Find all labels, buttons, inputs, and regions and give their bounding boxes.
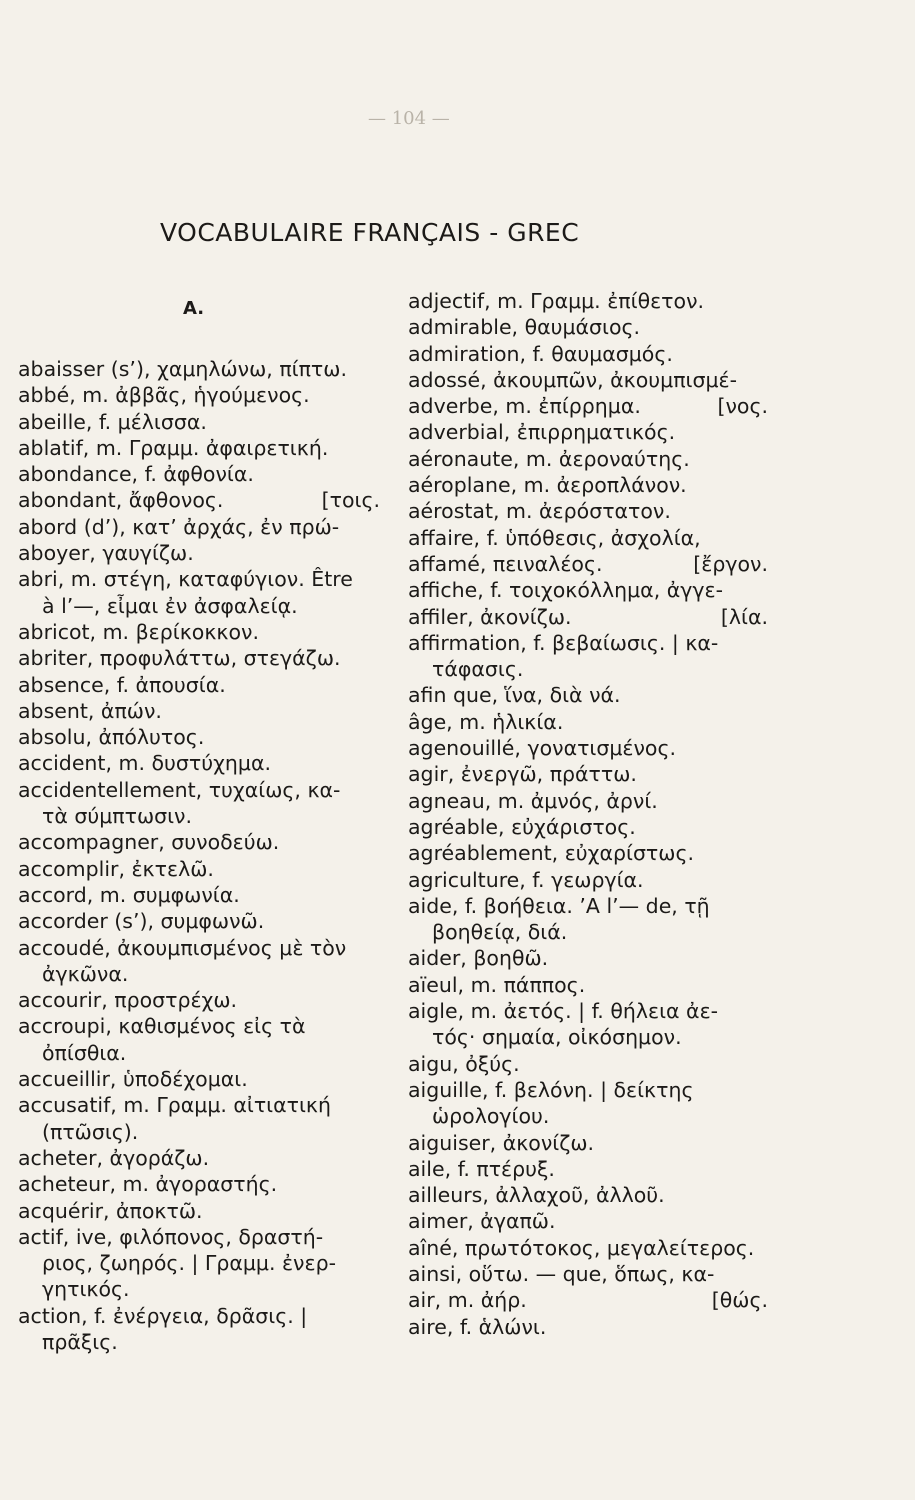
entry-text: πρᾶξις. xyxy=(42,1329,118,1354)
entry-line xyxy=(18,829,380,855)
entry-text: air, m. ἀήρ. xyxy=(408,1288,527,1313)
entry-line xyxy=(408,341,768,367)
entry-line xyxy=(18,724,380,750)
page-title: VOCABULAIRE FRANÇAIS - GREC xyxy=(160,218,580,247)
entry-line xyxy=(18,1276,380,1302)
entry-line xyxy=(18,1092,380,1118)
entry-line xyxy=(408,1024,768,1050)
entry-text: acheter, ἀγοράζω. xyxy=(18,1145,210,1170)
entry-line xyxy=(408,1261,768,1287)
entry-text: abricot, m. βερίκοκκον. xyxy=(18,619,259,644)
entry-text: adjectif, m. Γραμμ. ἐπίθετον. xyxy=(408,289,705,313)
entry-text: absent, ἀπών. xyxy=(18,698,162,723)
entry-text: aigle, m. ἀετός. | f. θήλεια ἀε- xyxy=(408,999,719,1024)
entry-line xyxy=(408,393,768,419)
entry-text: τός· σημαία, οἰκόσημον. xyxy=(432,1025,682,1050)
entry-text: ριος, ζωηρός. | Γραμμ. ἐνερ- xyxy=(42,1251,336,1276)
entry-text: affamé, πειναλέος. xyxy=(408,551,603,576)
entry-text: accidentellement, τυχαίως, κα- xyxy=(18,777,341,802)
entry-line xyxy=(18,1013,380,1039)
entry-text: âge, m. ἡλικία. xyxy=(408,709,564,734)
entry-text: γητικός. xyxy=(42,1277,130,1302)
entry-text: aéronaute, m. ἀεροναύτης. xyxy=(408,446,690,471)
entry-text: action, f. ἐνέργεια, δρᾶσις. | xyxy=(18,1303,308,1328)
entry-line xyxy=(408,709,768,735)
entry-continuation: [νος. xyxy=(717,394,768,419)
entry-line xyxy=(18,1119,380,1145)
entry-text: accord, m. συμφωνία. xyxy=(18,882,240,907)
entry-line xyxy=(18,1198,380,1224)
right-column xyxy=(408,288,768,1340)
entry-text: aile, f. πτέρυξ. xyxy=(408,1156,555,1181)
left-column xyxy=(18,356,380,1355)
entry-line xyxy=(18,908,380,934)
entry-line xyxy=(408,761,768,787)
entry-text: agenouillé, γονατισμένος. xyxy=(408,736,677,761)
entry-text: aider, βοηθῶ. xyxy=(408,946,549,971)
entry-line xyxy=(408,998,768,1024)
entry-text: abriter, προφυλάττω, στεγάζω. xyxy=(18,646,341,671)
entry-text: ἀγκῶνα. xyxy=(42,961,129,986)
entry-text: adverbial, ἐπιρρηματικός. xyxy=(408,420,676,445)
entry-line xyxy=(408,1314,768,1340)
entry-line xyxy=(18,1171,380,1197)
entry-text: affaire, f. ὑπόθεσις, ἀσχολία, xyxy=(408,525,701,550)
entry-line xyxy=(408,814,768,840)
entry-line xyxy=(408,288,768,314)
entry-line xyxy=(408,919,768,945)
entry-line xyxy=(18,777,380,803)
entry-text: agneau, m. ἀμνός, ἀρνί. xyxy=(408,788,658,813)
entry-continuation: [θώς. xyxy=(711,1288,768,1313)
entry-line xyxy=(18,566,380,592)
entry-line xyxy=(18,356,380,382)
entry-line xyxy=(18,672,380,698)
entry-text: βοηθείᾳ, διά. xyxy=(432,920,568,945)
entry-text: acquérir, ἀποκτῶ. xyxy=(18,1198,203,1223)
entry-text: accoudé, ἀκουμπισμένος μὲ τὸν xyxy=(18,935,347,960)
entry-line xyxy=(408,1103,768,1129)
entry-text: aigu, ὀξύς. xyxy=(408,1051,520,1076)
entry-line xyxy=(18,540,380,566)
entry-line xyxy=(18,1145,380,1171)
entry-text: abbé, m. ἀββᾶς, ἡγούμενος. xyxy=(18,383,310,408)
entry-line xyxy=(408,788,768,814)
entry-text: ὡρολογίου. xyxy=(432,1104,550,1129)
entry-line xyxy=(18,856,380,882)
entry-line xyxy=(408,682,768,708)
entry-text: aire, f. ἁλώνι. xyxy=(408,1314,547,1339)
entry-line xyxy=(18,487,380,513)
entry-line xyxy=(408,1130,768,1156)
entry-line xyxy=(18,750,380,776)
entry-line xyxy=(18,645,380,671)
entry-text: affiler, ἀκονίζω. xyxy=(408,604,572,629)
entry-line xyxy=(408,472,768,498)
entry-line xyxy=(408,972,768,998)
entry-text: accorder (s’), συμφωνῶ. xyxy=(18,909,265,934)
entry-text: ailleurs, ἀλλαχοῦ, ἀλλοῦ. xyxy=(408,1183,665,1208)
entry-text: à l’—, εἶμαι ἐν ἀσφαλείᾳ. xyxy=(42,593,298,618)
entry-text: agréable, εὐχάριστος. xyxy=(408,814,636,839)
entry-text: aimer, ἀγαπῶ. xyxy=(408,1209,556,1234)
entry-text: agir, ἐνεργῶ, πράττω. xyxy=(408,762,637,787)
entry-text: aîné, πρωτότοκος, μεγαλείτερος. xyxy=(408,1235,755,1260)
entry-text: abeille, f. μέλισσα. xyxy=(18,409,207,434)
entry-text: abondance, f. ἀφθονία. xyxy=(18,462,254,487)
section-letter: A. xyxy=(183,298,205,319)
entry-text: aïeul, m. πάππος. xyxy=(408,972,586,997)
entry-line xyxy=(408,1235,768,1261)
entry-text: aboyer, γαυγίζω. xyxy=(18,541,194,566)
entry-line xyxy=(408,1287,768,1313)
entry-text: τὰ σύμπτωσιν. xyxy=(42,804,193,829)
entry-text: accident, m. δυστύχημα. xyxy=(18,751,271,776)
entry-line xyxy=(408,945,768,971)
entry-line xyxy=(408,840,768,866)
entry-text: accompagner, συνοδεύω. xyxy=(18,830,280,855)
entry-text: τάφασις. xyxy=(432,657,524,682)
entry-line xyxy=(408,1208,768,1234)
entry-line xyxy=(408,656,768,682)
entry-line xyxy=(18,593,380,619)
entry-text: adverbe, m. ἐπίρρημα. xyxy=(408,394,641,419)
entry-text: aiguille, f. βελόνη. | δείκτης xyxy=(408,1077,694,1102)
entry-text: aiguiser, ἀκονίζω. xyxy=(408,1130,595,1155)
entry-line xyxy=(18,803,380,829)
entry-text: admiration, f. θαυμασμός. xyxy=(408,341,673,366)
entry-text: adossé, ἀκουμπῶν, ἀκουμπισμέ- xyxy=(408,367,737,392)
entry-line xyxy=(408,1156,768,1182)
entry-line xyxy=(408,630,768,656)
entry-line xyxy=(18,409,380,435)
entry-line xyxy=(408,1182,768,1208)
entry-text: abaisser (s’), χαμηλώνω, πίπτω. xyxy=(18,357,347,381)
entry-line xyxy=(408,498,768,524)
entry-line xyxy=(408,1051,768,1077)
entry-text: aéroplane, m. ἀεροπλάνον. xyxy=(408,473,687,498)
entry-text: afin que, ἵνα, διὰ νά. xyxy=(408,683,621,708)
entry-continuation: [τοις. xyxy=(321,488,380,513)
entry-line xyxy=(18,619,380,645)
entry-line xyxy=(408,735,768,761)
entry-text: ainsi, οὕτω. — que, ὅπως, κα- xyxy=(408,1261,715,1286)
entry-text: abondant, ἄφθονος. xyxy=(18,488,224,513)
entry-text: accueillir, ὑποδέχομαι. xyxy=(18,1067,248,1092)
entry-line xyxy=(18,882,380,908)
entry-line xyxy=(18,435,380,461)
entry-line xyxy=(18,1303,380,1329)
entry-line xyxy=(18,382,380,408)
entry-text: (πτῶσις). xyxy=(42,1119,139,1144)
entry-text: accusatif, m. Γραμμ. αἰτιατική xyxy=(18,1093,331,1118)
entry-line xyxy=(408,419,768,445)
entry-text: ὀπίσθια. xyxy=(42,1040,127,1065)
entry-line xyxy=(18,987,380,1013)
entry-line xyxy=(408,893,768,919)
entry-line xyxy=(408,577,768,603)
entry-text: ablatif, m. Γραμμ. ἀφαιρετική. xyxy=(18,435,329,460)
entry-text: admirable, θαυμάσιος. xyxy=(408,315,641,340)
entry-line xyxy=(18,1329,380,1355)
entry-continuation: [ἔργον. xyxy=(693,551,768,576)
entry-text: agriculture, f. γεωργία. xyxy=(408,867,644,892)
entry-line xyxy=(408,525,768,551)
entry-text: abri, m. στέγη, καταφύγιον. Être xyxy=(18,567,353,592)
entry-line xyxy=(408,551,768,577)
entry-line xyxy=(408,867,768,893)
entry-continuation: [λία. xyxy=(720,604,768,629)
entry-line xyxy=(18,1250,380,1276)
entry-text: accourir, προστρέχω. xyxy=(18,988,238,1013)
entry-text: accroupi, καθισμένος εἰς τὰ xyxy=(18,1014,306,1039)
entry-line xyxy=(408,1077,768,1103)
entry-line xyxy=(18,961,380,987)
entry-line xyxy=(408,604,768,630)
entry-text: actif, ive, φιλόπονος, δραστή- xyxy=(18,1224,324,1249)
entry-text: aide, f. βοήθεια. ’A l’— de, τῇ xyxy=(408,893,710,918)
entry-text: abord (d’), κατ’ ἀρχάς, ἐν πρώ- xyxy=(18,514,340,539)
entry-line xyxy=(408,367,768,393)
entry-text: affiche, f. τοιχοκόλλημα, ἀγγε- xyxy=(408,578,723,603)
entry-line xyxy=(18,461,380,487)
page-number: — 104 — xyxy=(368,108,450,129)
entry-line xyxy=(18,1040,380,1066)
entry-text: agréablement, εὐχαρίστως. xyxy=(408,841,694,866)
entry-text: acheteur, m. ἀγοραστής. xyxy=(18,1172,278,1197)
entry-line xyxy=(18,1066,380,1092)
entry-line xyxy=(408,446,768,472)
entry-line xyxy=(18,514,380,540)
entry-text: accomplir, ἐκτελῶ. xyxy=(18,856,214,881)
entry-line xyxy=(18,698,380,724)
entry-text: affirmation, f. βεβαίωσις. | κα- xyxy=(408,630,719,655)
entry-text: absolu, ἀπόλυτος. xyxy=(18,725,205,750)
entry-line xyxy=(18,935,380,961)
entry-line xyxy=(408,314,768,340)
entry-line xyxy=(18,1224,380,1250)
entry-text: aérostat, m. ἀερόστατον. xyxy=(408,499,671,524)
entry-text: absence, f. ἀπουσία. xyxy=(18,672,226,697)
